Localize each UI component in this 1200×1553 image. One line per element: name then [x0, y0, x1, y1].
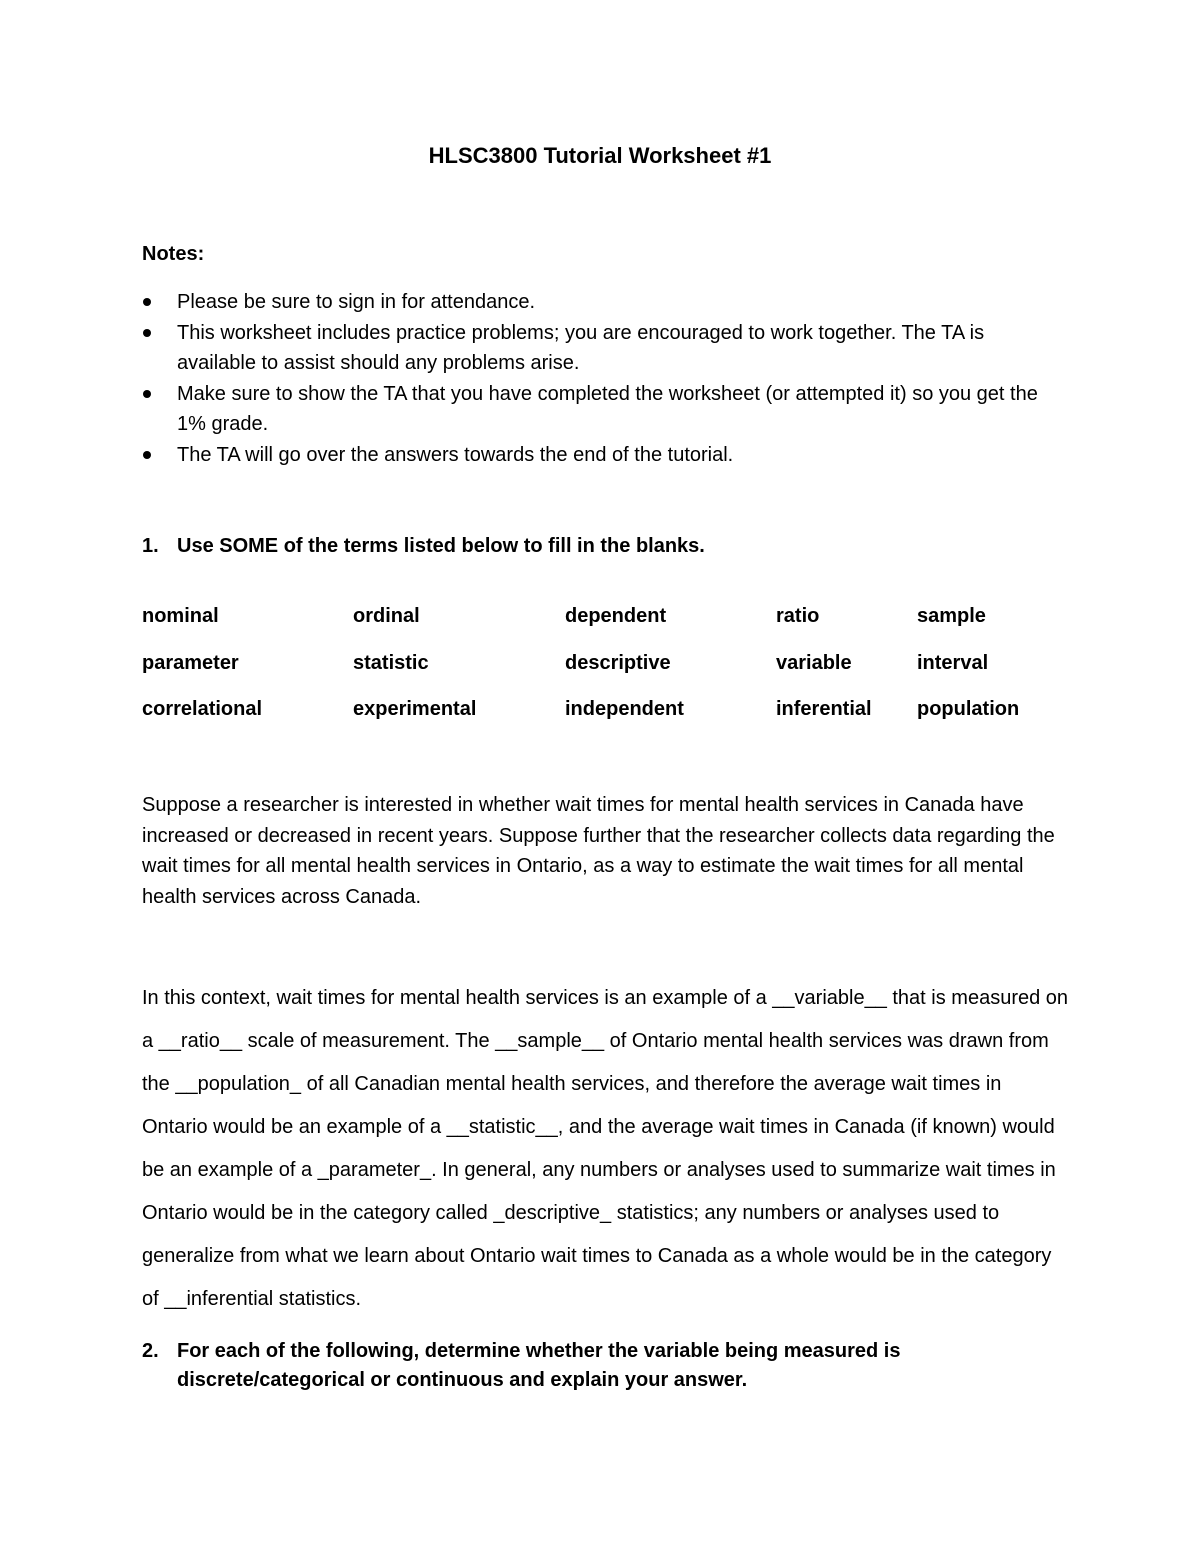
question-text: For each of the following, determine whether the variable being measured is discrete/categorical or continuous and explain your answer. [177, 1340, 901, 1391]
scenario-paragraph: Suppose a researcher is interested in whether wait times for mental health services in Canada have increased or decreased in recent years. Suppose further that the researcher collects data regarding the wait times for all mental health services in Ontario, as a way to estimate the wait times for all mental health services across Canada. [142, 794, 1055, 908]
term-cell: dependent [565, 605, 667, 627]
term-cell: ratio [776, 605, 820, 627]
bullet-icon [143, 329, 151, 337]
term-cell: nominal [142, 605, 219, 627]
page-title: HLSC3800 Tutorial Worksheet #1 [428, 143, 772, 168]
question-number: 2. [142, 1340, 159, 1362]
term-cell: correlational [142, 698, 263, 720]
term-cell: statistic [353, 651, 429, 674]
term-cell: descriptive [565, 651, 671, 674]
table-row [142, 605, 1077, 652]
notes-list [142, 287, 1062, 470]
question-text: Use SOME of the terms listed below to fill in the blanks. [177, 535, 705, 557]
question-2 [142, 1337, 1062, 1395]
list-item [142, 287, 1062, 318]
term-cell: inferential [776, 698, 872, 720]
bullet-icon [143, 298, 151, 306]
list-item [142, 318, 1062, 379]
term-cell: ordinal [353, 605, 420, 627]
table-row [142, 698, 1077, 745]
list-item [142, 440, 1062, 471]
question-1 [142, 532, 1062, 561]
term-cell: sample [917, 605, 986, 627]
bullet-icon [143, 451, 151, 459]
note-text: This worksheet includes practice problems; you are encouraged to work together. The TA is available to assist should any problems arise. [177, 321, 985, 374]
term-cell: independent [565, 698, 684, 720]
term-cell: experimental [353, 698, 477, 720]
list-item [142, 379, 1062, 440]
term-cell: variable [776, 651, 852, 674]
term-cell: interval [917, 651, 989, 674]
term-cell: parameter [142, 651, 239, 674]
note-text: Please be sure to sign in for attendance. [177, 291, 536, 313]
table-row [142, 652, 1077, 699]
note-text: The TA will go over the answers towards the end of the tutorial. [177, 443, 734, 466]
terms-table [142, 605, 1077, 745]
notes-heading: Notes: [142, 243, 205, 265]
term-cell: population [917, 698, 1020, 720]
note-text: Make sure to show the TA that you have completed the worksheet (or attempted it) so you get the 1% grade. [177, 382, 1038, 435]
answer-paragraph: In this context, wait times for mental health services is an example of a __variable__ that is measured on a __ratio__ scale of measurement. The __sample__ of Ontario mental health services was drawn from the __population_ of all Canadian mental health services, and therefore the average wait times in Ontario would be an example of a __statistic__, and the average wait times in Canada (if known) would be an example of a _parameter_. In general, any numbers or analyses used to summarize wait times in Ontario would be in the category called _descriptive_ statistics; any numbers or analyses used to generalize from what we learn about Ontario wait times to Canada as a whole would be in the category of __inferential statistics. [142, 987, 1069, 1310]
question-number: 1. [142, 535, 159, 557]
bullet-icon [143, 390, 151, 398]
